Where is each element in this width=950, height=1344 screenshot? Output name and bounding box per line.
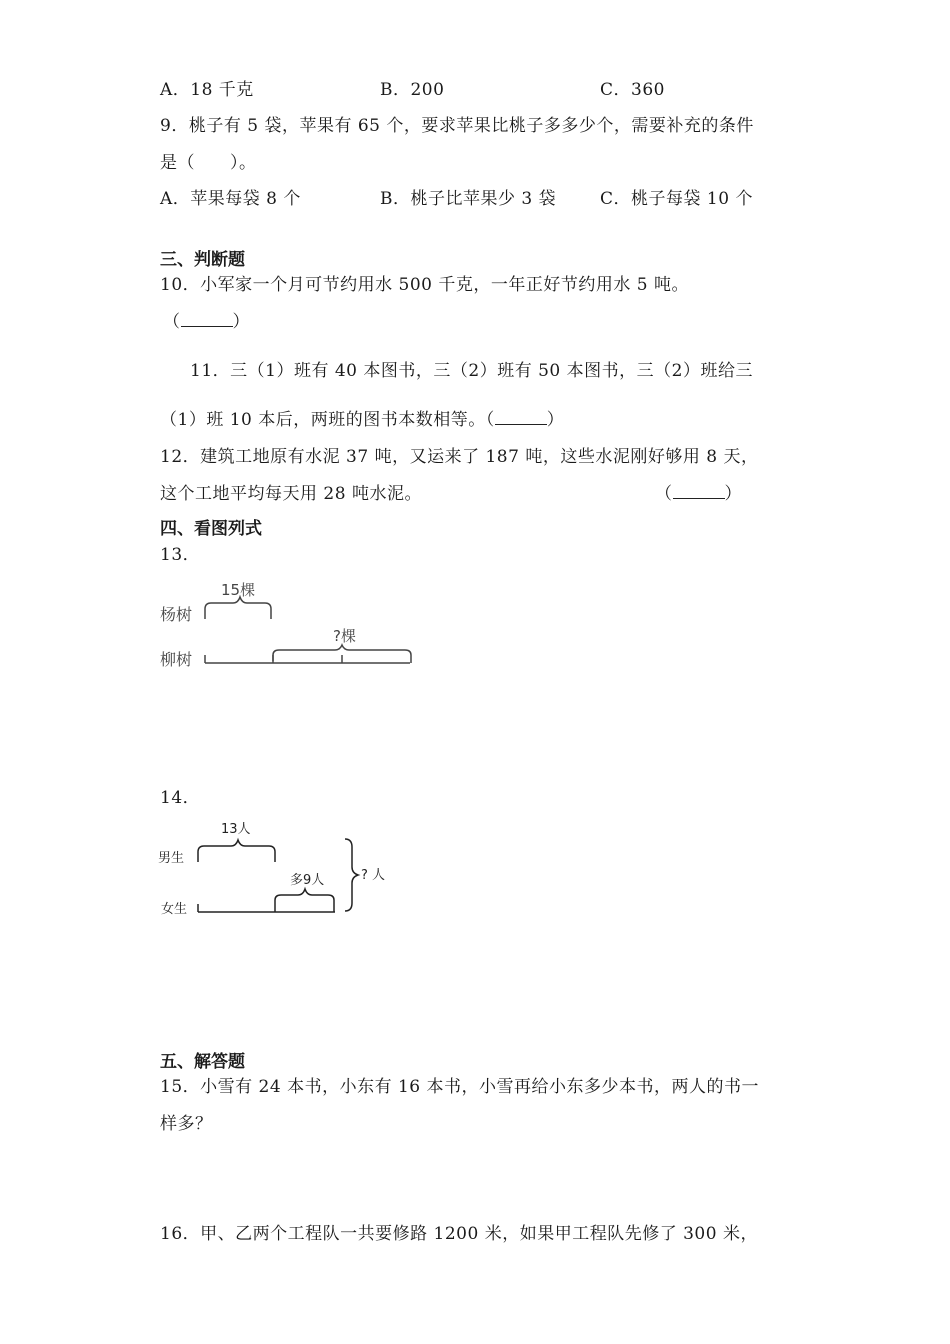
q13-top-brace [205, 597, 271, 619]
q9-option-c: C．桃子每袋 10 个 [600, 189, 753, 209]
q9-option-b: B．桃子比苹果少 3 袋 [380, 189, 557, 209]
q14-bottom-label: 女生 [161, 902, 188, 917]
q14-top-label: 男生 [158, 851, 185, 866]
q11-line2-text: （1）班 10 本后，两班的图书本数相等。（ [160, 410, 495, 430]
q14-number: 14． [160, 788, 201, 808]
q14-top-brace [198, 840, 275, 862]
section-title-picture-equation: 四、看图列式 [160, 519, 262, 539]
q11-close-paren: ） [546, 410, 565, 430]
q11-blank-line[interactable] [495, 410, 547, 425]
q10-text: 10．小军家一个月可节约用水 500 千克，一年正好节约用水 5 吨。 [160, 275, 690, 295]
q8-option-c: C．360 [600, 80, 665, 100]
q13-top-label: 杨树 [160, 605, 193, 624]
q13-top-value: 15棵 [221, 581, 256, 599]
q14-diagram [155, 815, 400, 920]
q15-line2: 样多？ [160, 1114, 213, 1134]
q15-line1: 15．小雪有 24 本书，小东有 16 本书，小雪再给小东多少本书，两人的书一 [160, 1077, 760, 1097]
q14-total-value: ? 人 [361, 868, 386, 883]
q10-open-paren: （ [163, 312, 181, 332]
q13-diagram [155, 575, 425, 675]
q11-line1: 11．三（1）班有 40 本图书，三（2）班有 50 本图书，三（2）班给三 [190, 361, 753, 381]
q14-top-value: 13人 [221, 822, 251, 837]
q12-line1: 12．建筑工地原有水泥 37 吨，又运来了 187 吨，这些水泥刚好够用 8 天， [160, 447, 759, 467]
q13-bottom-value: ?棵 [333, 627, 356, 645]
q9-stem-line1: 9．桃子有 5 袋，苹果有 65 个，要求苹果比桃子多多少个，需要补充的条件 [160, 116, 754, 136]
q11-line2 [160, 405, 564, 430]
q16-line1: 16．甲、乙两个工程队一共要修路 1200 米，如果甲工程队先修了 300 米， [160, 1224, 758, 1244]
q9-option-a: A．苹果每袋 8 个 [160, 189, 301, 209]
section-title-answer: 五、解答题 [160, 1052, 245, 1072]
q12-answer-blank[interactable] [655, 479, 742, 504]
q13-bottom-label: 柳树 [160, 650, 193, 669]
q13-number: 13． [160, 545, 201, 565]
q10-close-paren: ） [232, 312, 250, 332]
q8-option-b: B．200 [380, 80, 445, 100]
section-title-judgement: 三、判断题 [160, 250, 245, 270]
q10-blank-line[interactable] [181, 312, 233, 327]
q12-open-paren: （ [655, 484, 673, 504]
q8-option-a: A．18 千克 [160, 80, 254, 100]
q12-line2: 这个工地平均每天用 28 吨水泥。 [160, 484, 422, 504]
q14-bottom-brace [275, 889, 334, 912]
q14-bottom-value: 多9人 [290, 873, 325, 888]
q10-answer-blank[interactable] [163, 307, 250, 332]
q12-close-paren: ） [724, 484, 742, 504]
q9-stem-line2: 是（ ）。 [160, 153, 257, 173]
q14-total-brace [345, 839, 358, 911]
q12-blank-line[interactable] [673, 484, 725, 499]
